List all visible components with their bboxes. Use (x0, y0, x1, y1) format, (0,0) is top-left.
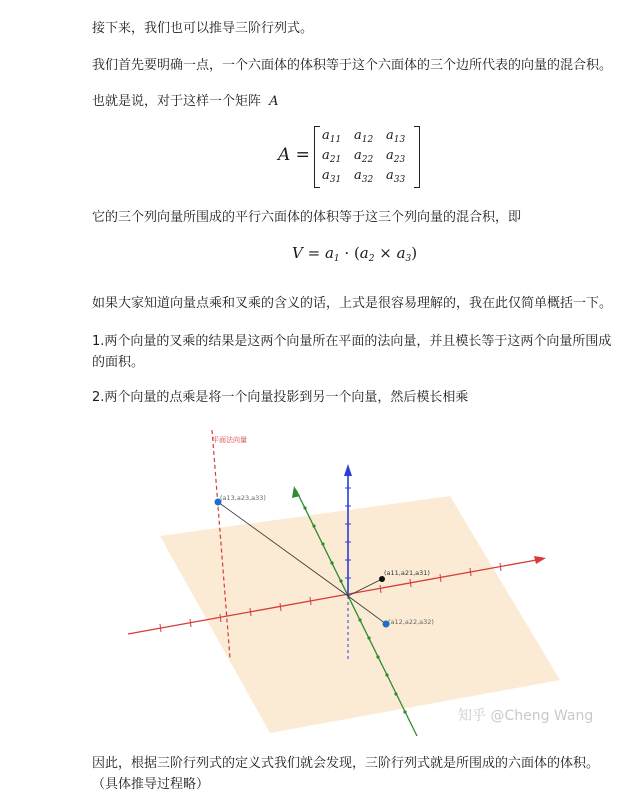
conclusion-paragraph: 因此，根据三阶行列式的定义式我们就会发现，三阶行列式就是所围成的六面体的体积。（具体推导过程略） (92, 756, 600, 792)
matrix-grid (322, 126, 414, 186)
matrix-cell: $a_{33}$ (386, 168, 406, 185)
matrix-right-bracket (414, 126, 420, 188)
y-axis-arrow (292, 486, 300, 498)
matrix-cell: $a_{21}$ (322, 148, 342, 165)
normal-vector-label: 平面法向量 (212, 436, 247, 444)
matrix-cell: $a_{11}$ (322, 128, 342, 145)
columns-paragraph: 它的三个列向量所围成的平行六面体的体积等于这三个列向量的混合积，即 (92, 210, 522, 225)
matrix-left-bracket (314, 126, 320, 188)
matrix-equation (278, 126, 428, 188)
matrix-intro-paragraph (92, 91, 279, 112)
matrix-cell: $a_{31}$ (322, 168, 342, 185)
z-axis-arrow (344, 464, 352, 476)
matrix-cell: $a_{32}$ (354, 168, 374, 185)
matrix-intro-text: 也就是说，对于这样一个矩阵 (92, 94, 262, 109)
point2-paragraph: 2.两个向量的点乘是将一个向量投影到另一个向量，然后模长相乘 (92, 390, 469, 405)
vector-3d-figure (120, 418, 570, 746)
dot-cross-paragraph: 如果大家知道向量点乘和叉乘的含义的话，上式是很容易理解的，我在此仅简单概括一下。 (92, 296, 613, 311)
matrix-cell: $a_{23}$ (386, 148, 406, 165)
matrix-cell: $a_{22}$ (354, 148, 374, 165)
point-blue-top-label: (a13,a23,a33) (220, 494, 266, 502)
x-axis-arrow (534, 556, 546, 564)
point1-paragraph: 1.两个向量的叉乘的结果是这两个向量所在平面的法向量，并且模长等于这两个向量所围成的面积。 (92, 334, 612, 370)
matrix-cell: $a_{12}$ (354, 128, 374, 145)
mixed-product-formula: $V = a_1 \cdot (a_2 \times a_3)$ (292, 244, 418, 264)
matrix-cell: $a_{13}$ (386, 128, 406, 145)
point-black-label: (a11,a21,a31) (384, 569, 430, 577)
matrix-symbol: A (269, 94, 279, 109)
volume-paragraph: 我们首先要明确一点，一个六面体的体积等于这个六面体的三个边所代表的向量的混合积。 (92, 58, 613, 73)
matrix-lhs: A = (278, 145, 310, 165)
intro-paragraph: 接下来，我们也可以推导三阶行列式。 (92, 21, 314, 36)
watermark: 知乎 @Cheng Wang (458, 708, 594, 724)
point-blue-bottom-label: (a12,a22,a32) (388, 618, 434, 626)
